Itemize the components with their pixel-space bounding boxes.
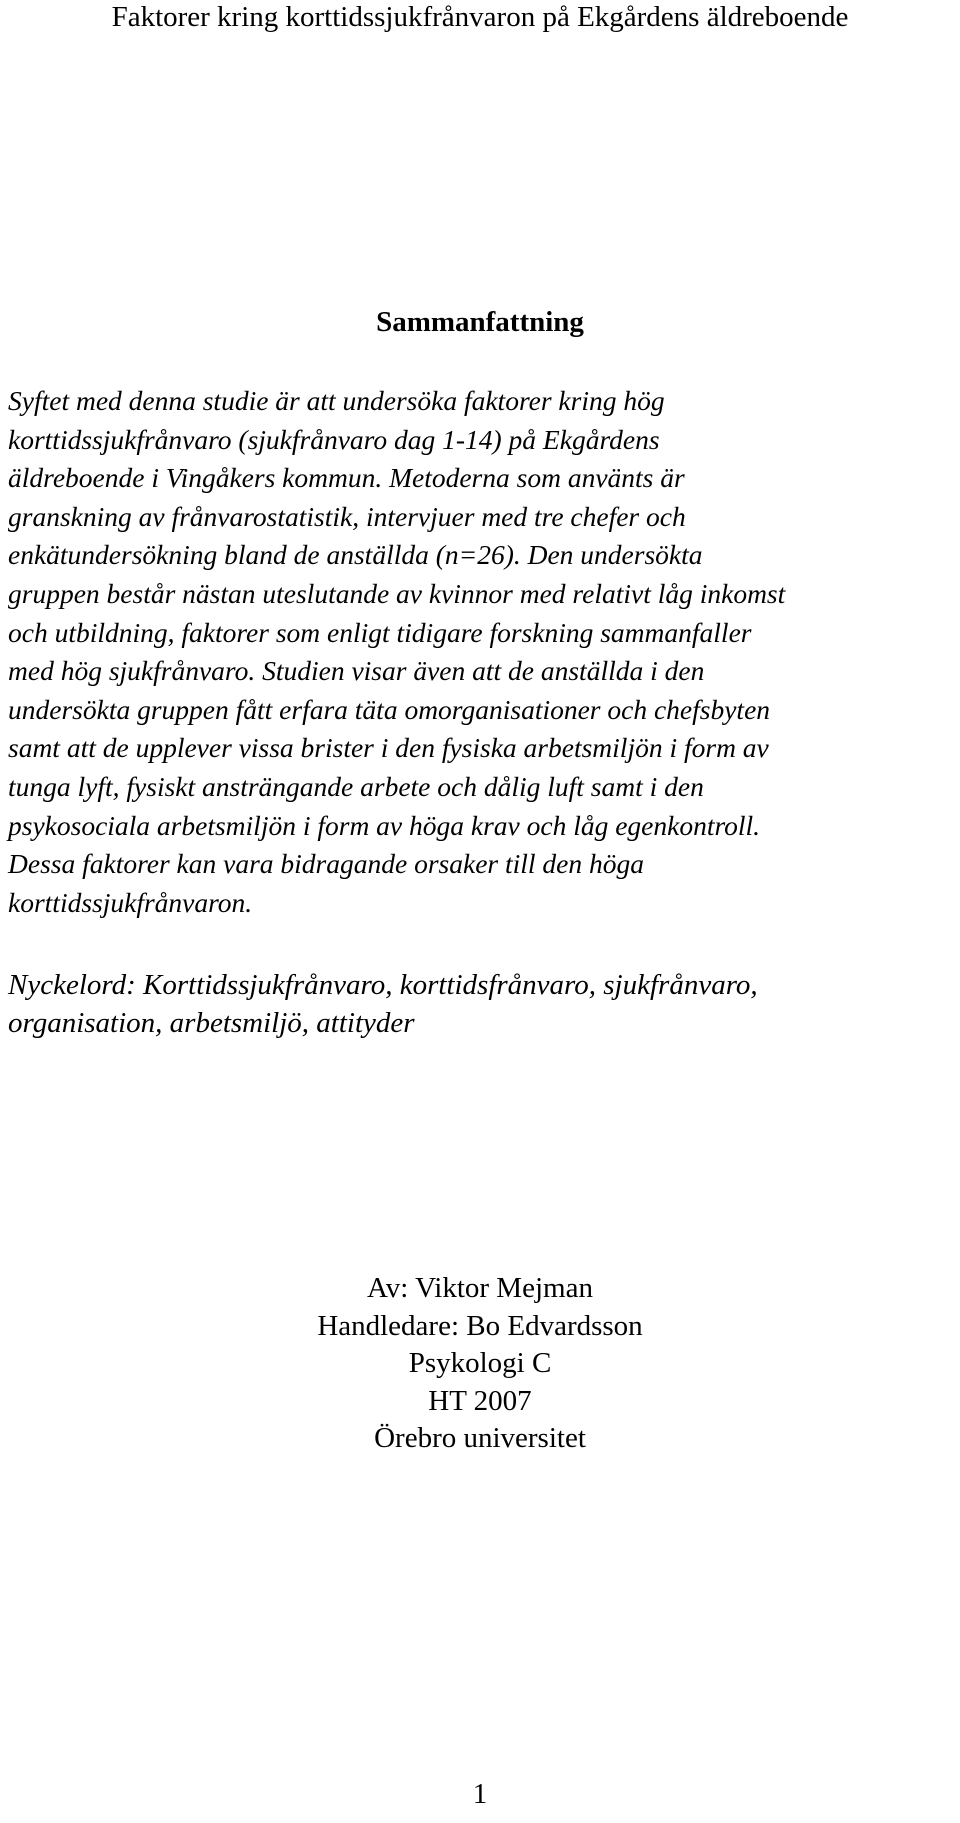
abstract-line: psykosociala arbetsmiljön i form av höga krav och låg egenkontroll. (8, 809, 761, 841)
term-line: HT 2007 (428, 1384, 532, 1417)
abstract-line: med hög sjukfrånvaro. Studien visar även att de anställda i den (8, 655, 705, 687)
university-line: Örebro universitet (374, 1422, 586, 1454)
running-header-title: Faktorer kring korttidssjukfrånvaron på Ekgårdens äldreboende (111, 1, 849, 33)
keywords-line: Nyckelord: Korttidssjukfrånvaro, korttidsfrånvaro, sjukfrånvaro, (8, 969, 758, 1001)
abstract-line: Syftet med denna studie är att undersöka faktorer kring hög (8, 385, 665, 416)
course-line: Psykologi C (408, 1347, 552, 1379)
keywords-paragraph (8, 966, 960, 1042)
abstract-paragraph (8, 382, 960, 922)
abstract-line: tunga lyft, fysiskt ansträngande arbete och dålig luft samt i den (8, 770, 704, 802)
abstract-line: korttidssjukfrånvaro (sjukfrånvaro dag 1-14) på Ekgårdens (8, 423, 660, 455)
abstract-line: gruppen består nästan uteslutande av kvinnor med relativt låg inkomst (8, 577, 786, 609)
abstract-line: undersökta gruppen fått erfara täta omorganisationer och chefsbyten (8, 693, 771, 725)
supervisor-line: Handledare: Bo Edvardsson (317, 1309, 643, 1342)
abstract-line: äldreboende i Vingåkers kommun. Metoderna som använts är (8, 462, 685, 494)
keywords-line: organisation, arbetsmiljö, attityder (8, 1007, 415, 1039)
page-number: 1 (472, 1778, 488, 1810)
abstract-line: samt att de upplever vissa brister i den fysiska arbetsmiljön i form av (8, 732, 769, 764)
abstract-line: och utbildning, faktorer som enligt tidigare forskning sammanfaller (8, 616, 752, 648)
author-line: Av: Viktor Mejman (367, 1272, 593, 1304)
abstract-line: enkätundersökning bland de anställda (n=26). Den undersökta (8, 539, 703, 571)
summary-heading: Sammanfattning (376, 306, 584, 338)
abstract-line: granskning av frånvarostatistik, intervjuer med tre chefer och (8, 500, 686, 532)
abstract-line: Dessa faktorer kan vara bidragande orsaker till den höga (8, 848, 644, 880)
author-info-block (0, 1270, 960, 1458)
abstract-line: korttidssjukfrånvaron. (8, 886, 253, 918)
